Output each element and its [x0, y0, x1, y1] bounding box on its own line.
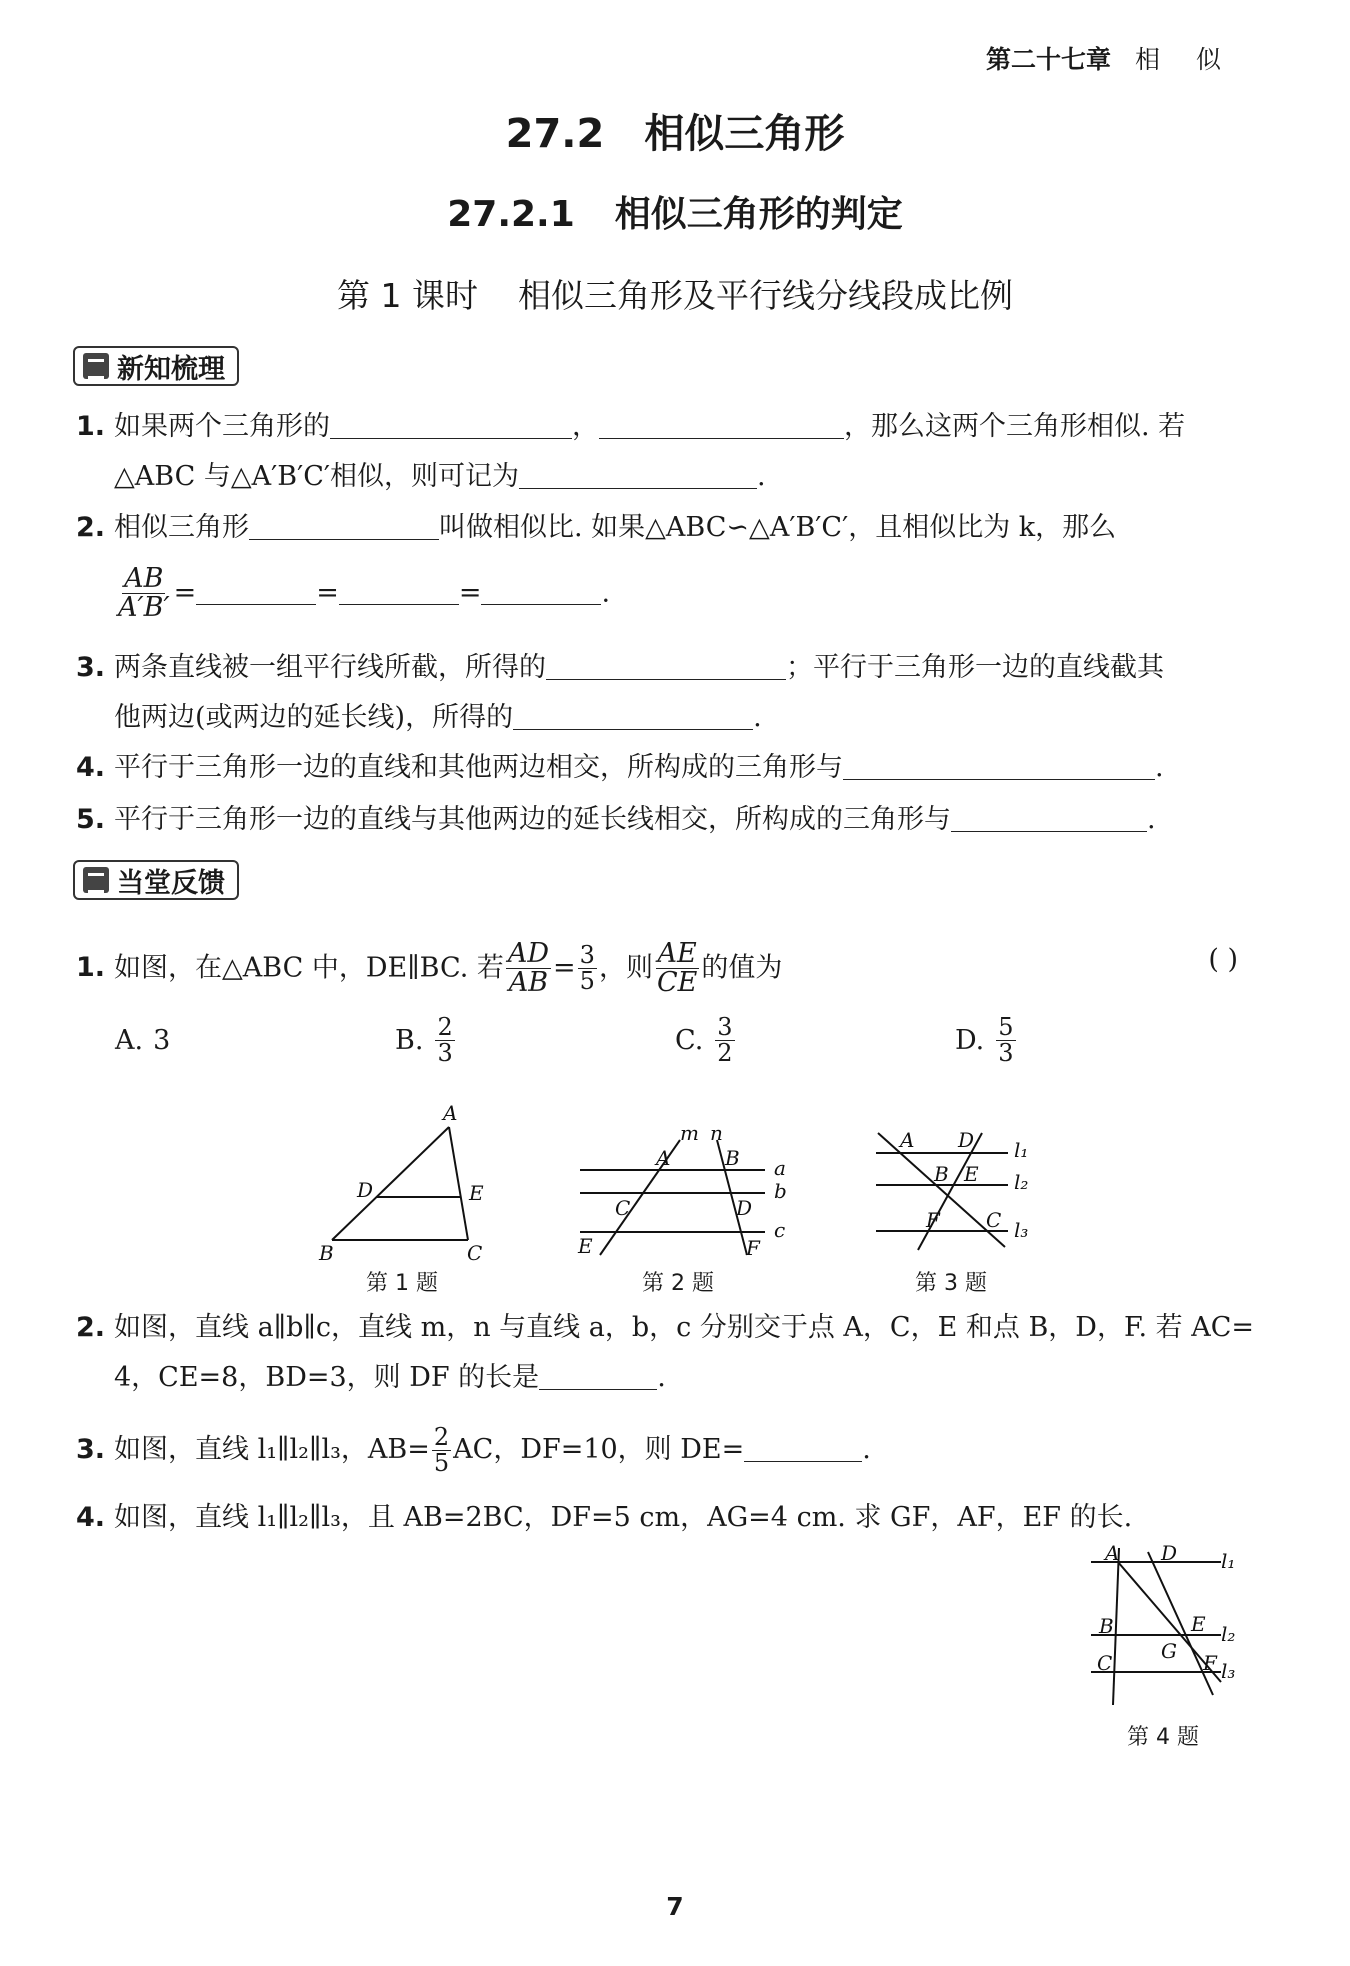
subsection-title: 相似三角形的判定: [614, 194, 903, 235]
label-F: F: [746, 1236, 760, 1260]
figure-4: [1085, 1540, 1245, 1719]
figure-4-caption: 第 4 题: [1127, 1725, 1199, 1750]
fraction: $\frac{3}{2}$: [717, 1013, 733, 1068]
figure-3: [870, 1125, 1040, 1264]
answer-blank[interactable]: [481, 575, 601, 605]
fraction: $\frac{AE}{CE}$: [656, 938, 698, 999]
label-C: C: [467, 1241, 483, 1265]
fraction: $\frac{3}{5}$: [579, 941, 595, 996]
label-A: A: [656, 1146, 671, 1170]
answer-blank[interactable]: [196, 575, 316, 605]
book-icon: [83, 353, 109, 379]
label-C: C: [1097, 1651, 1113, 1675]
figure-2-caption: 第 2 题: [642, 1271, 714, 1296]
label-E: E: [469, 1181, 484, 1205]
label-F: F: [926, 1208, 940, 1232]
label-A: A: [900, 1128, 915, 1152]
label-G: G: [1161, 1639, 1177, 1663]
label-A: A: [1105, 1541, 1120, 1565]
label-b: b: [774, 1179, 787, 1203]
p2-question-1: 1. 如图，在△ABC 中，DE∥BC. 若 $\frac{AD}{AB}$ = $\frac{3}{5}$ ，则 $\frac{AE}{CE}$ 的值为: [76, 938, 783, 999]
p2-question-4: 4. 如图，直线 l₁∥l₂∥l₃，且 AB=2BC，DF=5 cm，AG=4 cm. 求 GF，AF，EF 的长.: [76, 1502, 1133, 1533]
label-E: E: [578, 1234, 593, 1258]
label-E: E: [964, 1162, 979, 1186]
label-m: m: [680, 1125, 699, 1145]
label-l2: l₂: [1221, 1622, 1236, 1646]
answer-blank[interactable]: [339, 575, 459, 605]
label-n: n: [710, 1125, 723, 1145]
chapter-title: 相 似: [1135, 45, 1235, 74]
label-l1: l₁: [1014, 1138, 1029, 1162]
answer-blank[interactable]: [519, 459, 757, 489]
fraction: $\frac{2}{3}$: [437, 1013, 453, 1068]
answer-blank[interactable]: [249, 510, 439, 540]
fraction: $\frac{AB}{A'B'}$: [118, 563, 170, 624]
answer-parentheses[interactable]: ( ): [1208, 944, 1238, 975]
chapter-label: 第二十七章: [986, 45, 1112, 74]
answer-blank[interactable]: [539, 1360, 657, 1390]
figure-2: [570, 1125, 800, 1269]
p1-question-4: 4. 平行于三角形一边的直线和其他两边相交，所构成的三角形与 .: [76, 752, 1164, 783]
label-B: B: [1099, 1614, 1114, 1638]
label-D: D: [1161, 1541, 1178, 1565]
p2-question-3: 3. 如图，直线 l₁∥l₂∥l₃，AB= $\frac{2}{5}$ AC，DF=10，则 DE= .: [76, 1423, 871, 1478]
answer-blank[interactable]: [744, 1432, 862, 1462]
figure-3-caption: 第 3 题: [915, 1271, 987, 1296]
option-d[interactable]: D. $\frac{5}{3}$: [955, 1013, 1014, 1068]
label-a: a: [774, 1156, 786, 1180]
label-C: C: [615, 1196, 631, 1220]
answer-blank[interactable]: [843, 750, 1155, 780]
label-B: B: [934, 1162, 949, 1186]
fraction: $\frac{5}{3}$: [998, 1013, 1014, 1068]
p2-question-2: 2. 如图，直线 a∥b∥c，直线 m，n 与直线 a，b，c 分别交于点 A，C，E 和点 B，D，F. 若 AC=: [76, 1312, 1255, 1343]
option-a[interactable]: A. 3: [115, 1025, 171, 1056]
answer-blank[interactable]: [546, 650, 786, 680]
option-c[interactable]: C. $\frac{3}{2}$: [675, 1013, 733, 1068]
label-C: C: [986, 1208, 1002, 1232]
label-E: E: [1191, 1612, 1206, 1636]
label-l3: l₃: [1221, 1659, 1236, 1683]
label-D: D: [736, 1196, 753, 1220]
p1-question-1-cont: △ABC 与△A′B′C′相似，则可记为 .: [114, 461, 766, 492]
page-header: [986, 40, 1235, 76]
label-D: D: [958, 1128, 975, 1152]
lesson-title: 相似三角形及平行线分线段成比例: [517, 276, 1013, 315]
section-label-knowledge: 新知梳理: [73, 346, 239, 386]
p1-question-1: 1. 如果两个三角形的 ， ，那么这两个三角形相似. 若: [76, 411, 1186, 442]
lesson-number: 第 1 课时: [337, 276, 478, 315]
label-A: A: [443, 1101, 458, 1125]
label-l3: l₃: [1014, 1218, 1029, 1242]
label-l2: l₂: [1014, 1170, 1029, 1194]
option-b[interactable]: B. $\frac{2}{3}$: [395, 1013, 453, 1068]
answer-blank[interactable]: [330, 409, 572, 439]
answer-blank[interactable]: [513, 700, 753, 730]
subsection-heading: [0, 186, 1350, 237]
label-B: B: [725, 1146, 740, 1170]
p1-question-2-cont: $\frac{AB}{A'B'}$ = = = .: [118, 563, 611, 624]
page-number: 7: [666, 1892, 684, 1921]
label-D: D: [357, 1178, 374, 1202]
fraction: $\frac{2}{5}$: [433, 1423, 450, 1478]
fraction: $\frac{AD}{AB}$: [507, 938, 550, 999]
subsection-number: 27.2.1: [447, 194, 575, 235]
p1-question-3-cont: 他两边(或两边的延长线)，所得的 .: [114, 702, 762, 733]
label-B: B: [319, 1241, 334, 1265]
section-heading: [0, 102, 1350, 159]
lesson-heading: [0, 270, 1350, 317]
figure-1-caption: 第 1 题: [366, 1271, 438, 1296]
pencil-icon: [83, 867, 109, 893]
p1-question-3: 3. 两条直线被一组平行线所截，所得的 ；平行于三角形一边的直线截其: [76, 652, 1164, 683]
p1-question-2: 2. 相似三角形 叫做相似比. 如果△ABC∽△A′B′C′，且相似比为 k，那么: [76, 512, 1117, 543]
p1-question-5: 5. 平行于三角形一边的直线与其他两边的延长线相交，所构成的三角形与 .: [76, 804, 1156, 835]
answer-blank[interactable]: [599, 409, 844, 439]
label-F: F: [1203, 1651, 1217, 1675]
label-l1: l₁: [1221, 1549, 1236, 1573]
section-number: 27.2: [505, 111, 605, 157]
label-c: c: [774, 1218, 786, 1242]
figure-1: [315, 1100, 495, 1274]
answer-blank[interactable]: [951, 802, 1147, 832]
section-label-feedback: 当堂反馈: [73, 860, 239, 900]
section-title: 相似三角形: [644, 111, 845, 157]
p2-question-2-cont: 4，CE=8，BD=3，则 DF 的长是 .: [114, 1362, 666, 1393]
